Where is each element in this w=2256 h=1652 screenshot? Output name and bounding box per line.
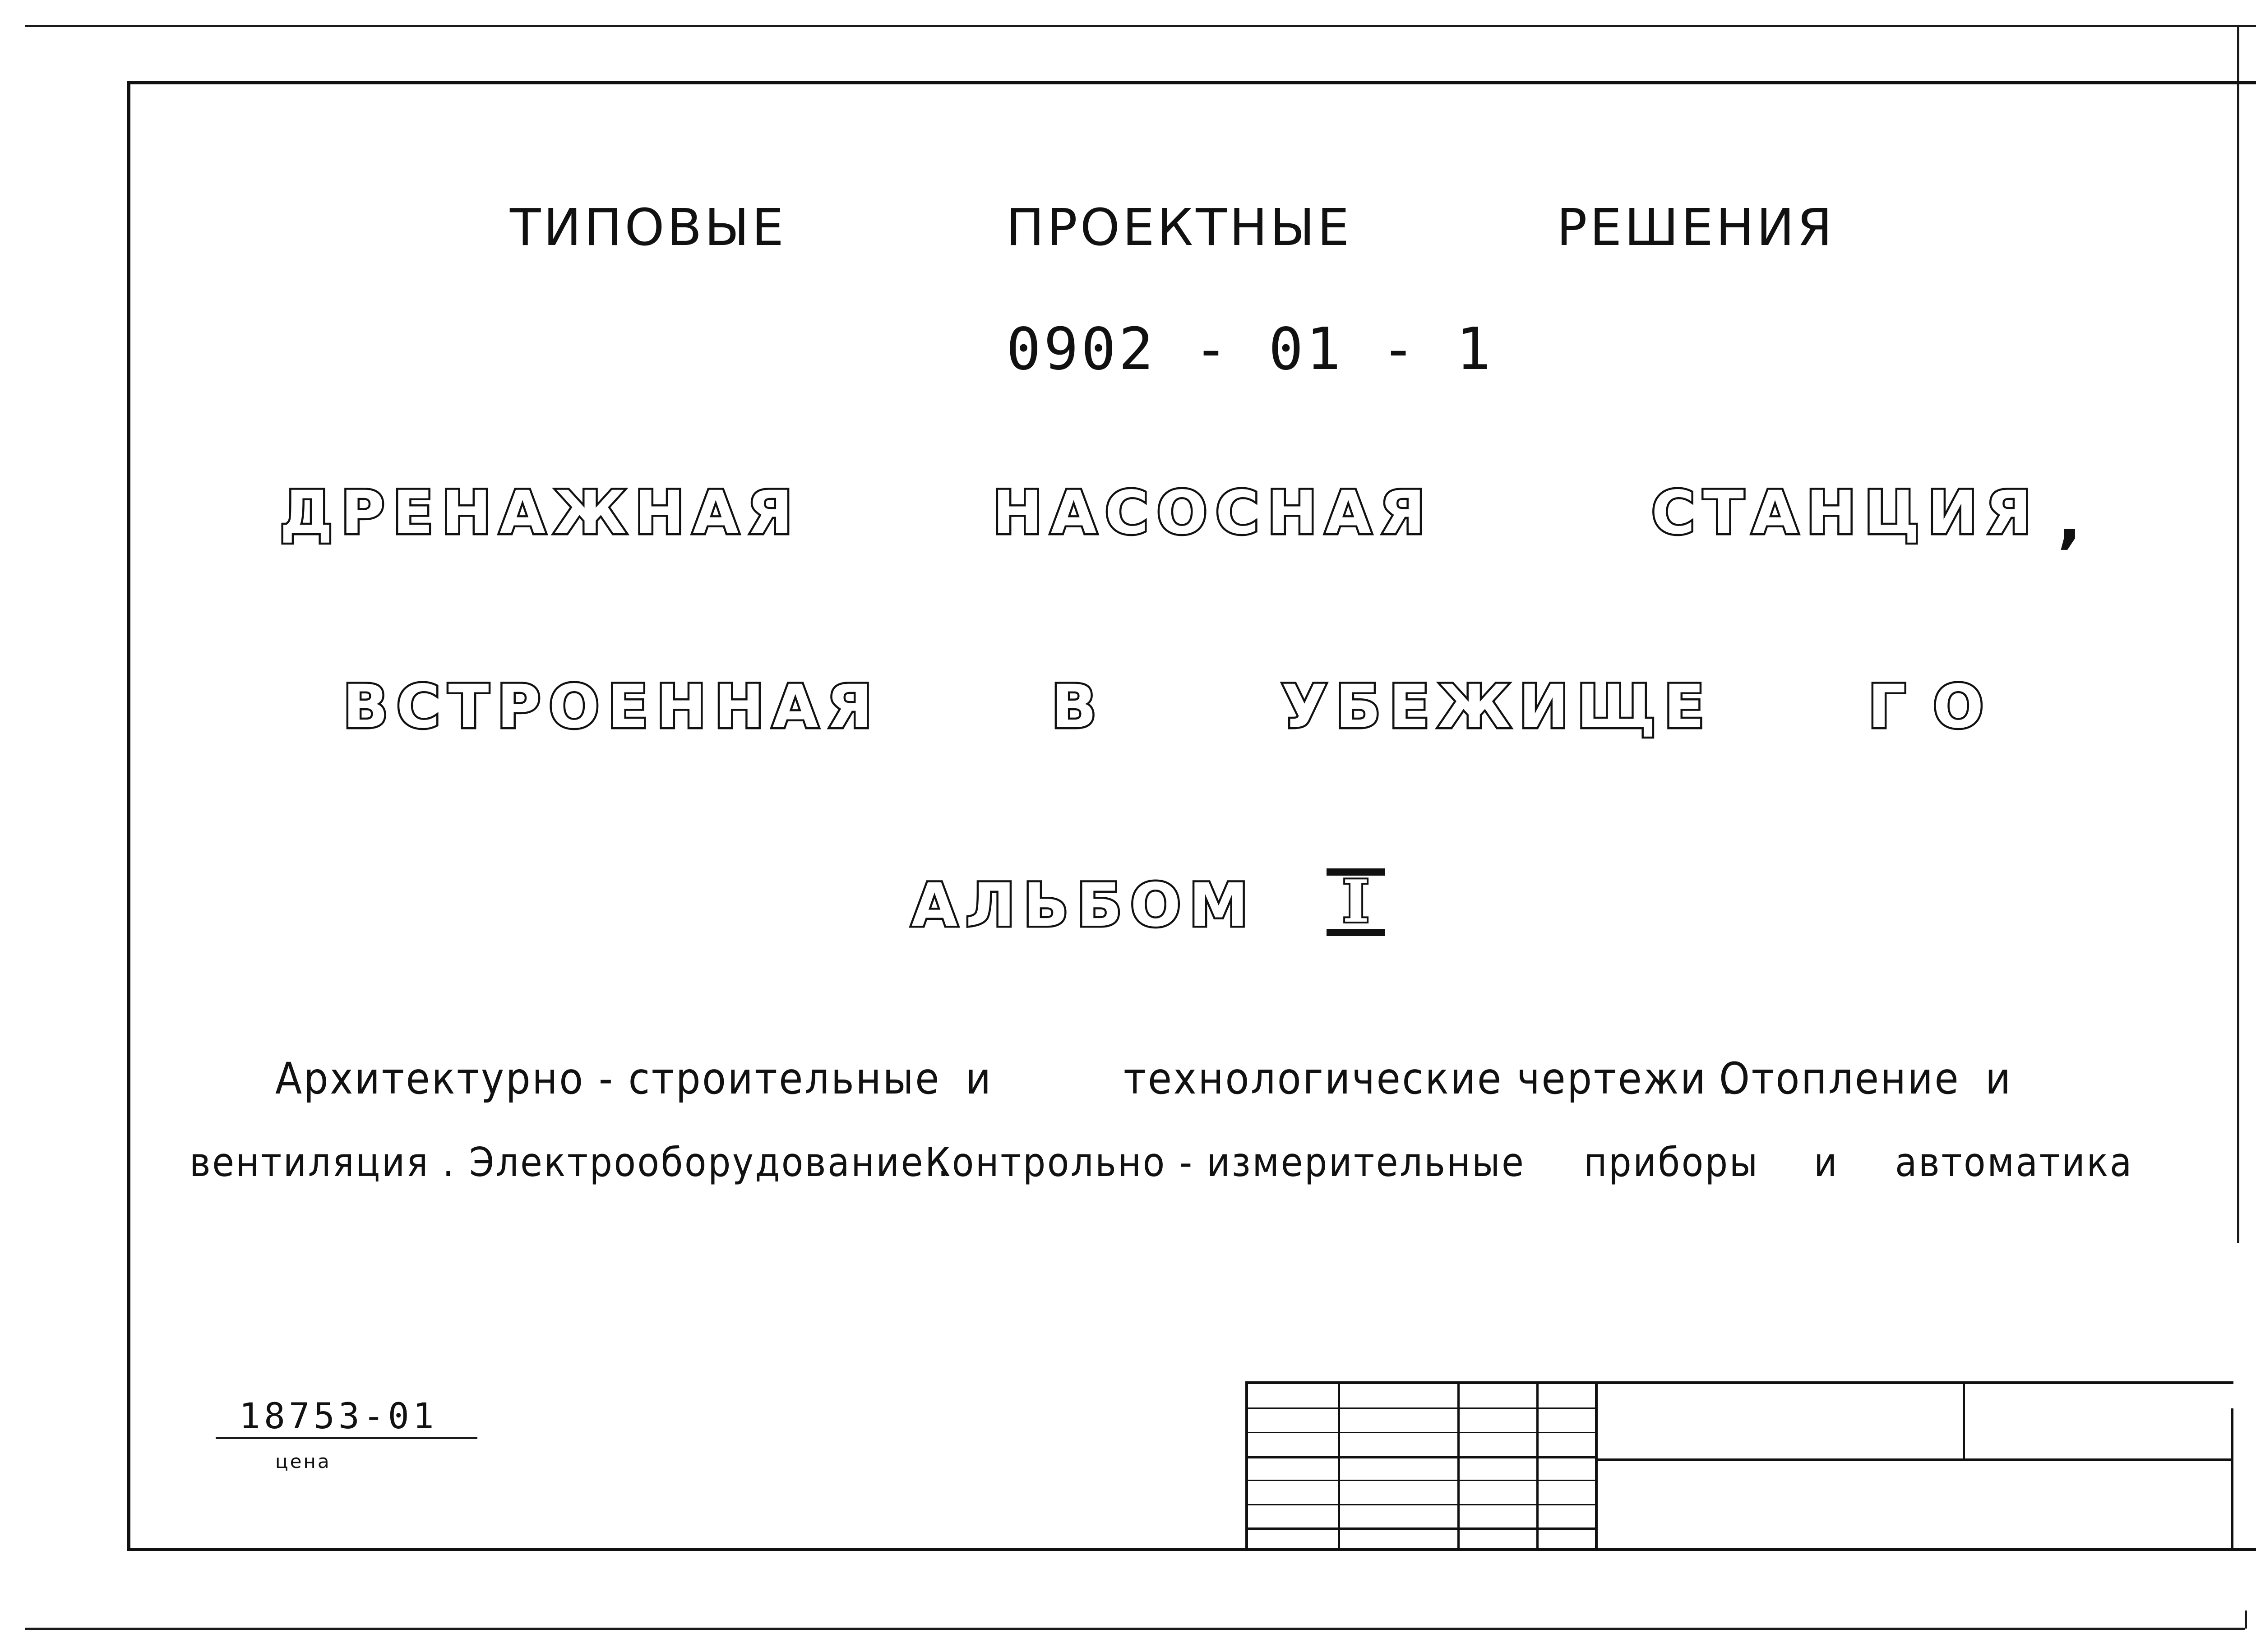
desc-electrical: Электрооборудование .: [469, 1139, 951, 1186]
desc-control-measuring: Контрольно - измерительные: [925, 1139, 1526, 1186]
title-block: [1245, 1381, 2233, 1551]
title-word-station: СТАНЦИЯ: [1651, 478, 2040, 548]
album-number: [1322, 868, 1390, 936]
top-trim-line: [25, 25, 2256, 27]
bottom-trim-line: [25, 1628, 2245, 1630]
title-word-in: В: [1051, 672, 1105, 742]
desc-automation: автоматика: [1895, 1139, 2134, 1186]
bottom-right-corner-mark: [2245, 1610, 2247, 1629]
desc-and-1: и: [966, 1053, 993, 1104]
album-number-text: I: [1342, 868, 1369, 936]
title-word-pumping: НАСОСНАЯ: [993, 478, 1433, 548]
desc-and-3: и: [1814, 1139, 1839, 1186]
title-word-drainage: ДРЕНАЖНАЯ: [280, 478, 801, 548]
header-word-project: ПРОЕКТНЫЕ: [1006, 198, 1352, 257]
drawing-frame: [127, 81, 2256, 1551]
desc-architectural: Архитектурно - строительные: [275, 1053, 941, 1104]
project-number: 0902 - 01 - 1: [1006, 316, 1493, 383]
desc-heating: Отопление: [1719, 1053, 1960, 1104]
desc-technological: технологические чертежи .: [1123, 1053, 1735, 1104]
stamp-code: 18753-01: [239, 1396, 438, 1437]
title-comma: ,: [2057, 483, 2082, 556]
desc-and-2: и: [1985, 1053, 2012, 1104]
stamp-underline: [216, 1437, 477, 1439]
title-word-built-in: ВСТРОЕННАЯ: [343, 672, 881, 742]
header-word-solutions: РЕШЕНИЯ: [1557, 198, 1835, 257]
price-label: цена: [275, 1450, 331, 1472]
desc-instruments: приборы: [1584, 1139, 1759, 1186]
desc-ventilation: вентиляция .: [190, 1139, 456, 1186]
title-word-civil-defense: ГО: [1868, 672, 2011, 742]
album-label: АЛЬБОМ: [911, 871, 1257, 940]
title-word-shelter: УБЕЖИЩЕ: [1281, 672, 1713, 742]
header-word-typical: ТИПОВЫЕ: [510, 198, 786, 257]
